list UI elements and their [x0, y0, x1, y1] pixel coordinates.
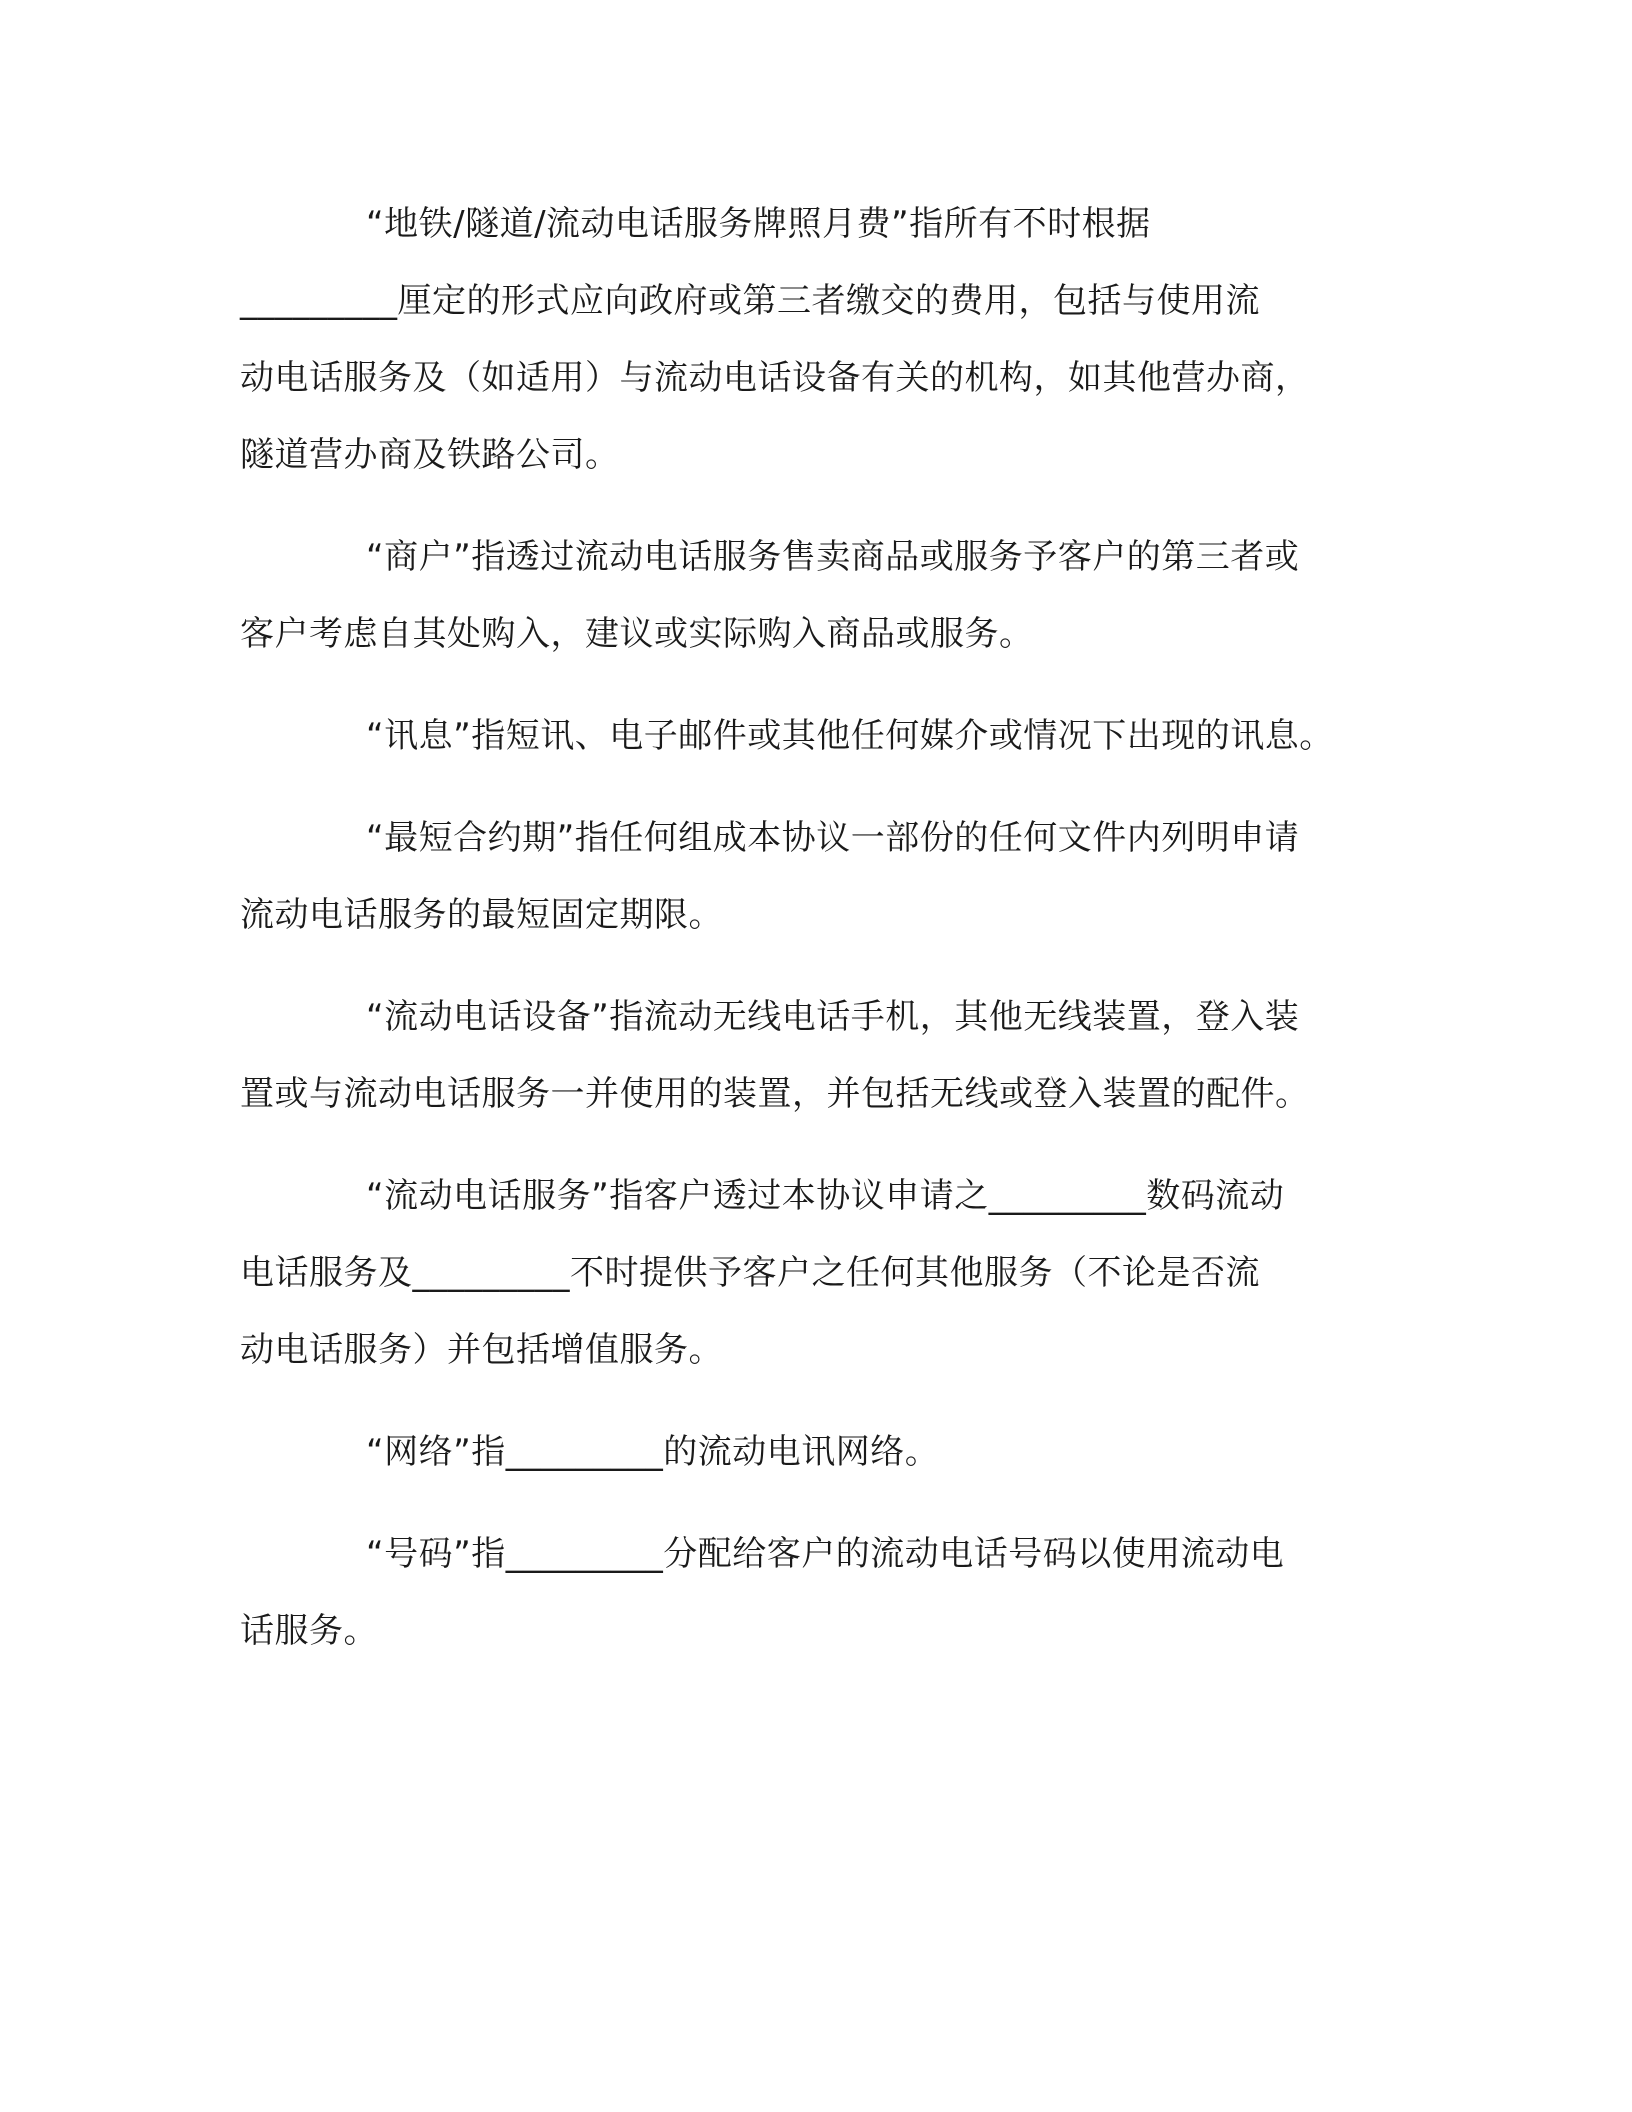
definition-line: 置或与流动电话服务一并使用的装置，并包括无线或登入装置的配件。	[240, 1074, 1310, 1114]
definitions-body	[240, 186, 1420, 1695]
definition-message	[240, 698, 1420, 775]
definition-line: “地铁/隧道/流动电话服务牌照月费”指所有不时根据	[366, 204, 1151, 244]
definition-line: “流动电话服务”指客户透过本协议申请之_________数码流动	[366, 1176, 1285, 1216]
definition-mobile-equipment	[240, 979, 1420, 1133]
definition-line: “最短合约期”指任何组成本协议一部份的任何文件内列明申请	[366, 818, 1300, 858]
definition-network	[240, 1414, 1420, 1491]
definition-number	[240, 1516, 1420, 1670]
definition-line: 话服务。	[240, 1611, 378, 1651]
definition-line: 流动电话服务的最短固定期限。	[240, 895, 723, 935]
definition-line: 动电话服务及（如适用）与流动电话设备有关的机构，如其他营办商，	[240, 358, 1310, 398]
definition-mobile-service	[240, 1158, 1420, 1389]
definition-line: _________厘定的形式应向政府或第三者缴交的费用，包括与使用流	[240, 281, 1260, 321]
definition-minimum-term	[240, 800, 1420, 954]
definition-line: “讯息”指短讯、电子邮件或其他任何媒介或情况下出现的讯息。	[366, 716, 1334, 756]
definition-line: 客户考虑自其处购入，建议或实际购入商品或服务。	[240, 614, 1034, 654]
definition-subway-tunnel-license-fee	[240, 186, 1420, 494]
definition-line: “商户”指透过流动电话服务售卖商品或服务予客户的第三者或	[366, 537, 1300, 577]
definition-line: “号码”指_________分配给客户的流动电话号码以使用流动电	[366, 1534, 1285, 1574]
definition-line: 隧道营办商及铁路公司。	[240, 435, 620, 475]
definition-line: “流动电话设备”指流动无线电话手机，其他无线装置，登入装	[366, 997, 1300, 1037]
definition-merchant	[240, 519, 1420, 673]
definition-line: 动电话服务）并包括增值服务。	[240, 1330, 723, 1370]
definition-line: “网络”指_________的流动电讯网络。	[366, 1432, 940, 1472]
definition-line: 电话服务及_________不时提供予客户之任何其他服务（不论是否流	[240, 1253, 1260, 1293]
